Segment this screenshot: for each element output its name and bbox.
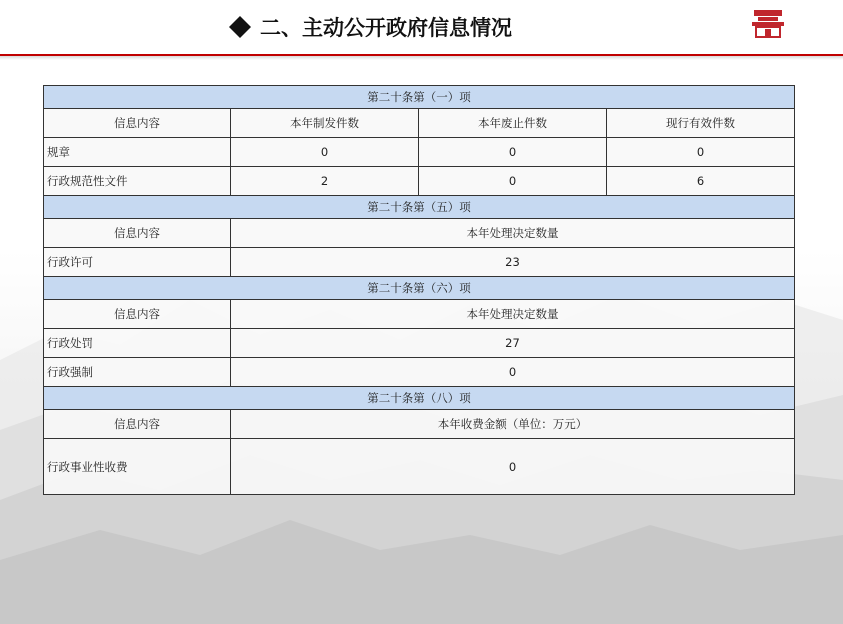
column-header: 本年处理决定数量	[231, 300, 795, 329]
row-label: 行政处罚	[44, 329, 231, 358]
info-table	[43, 85, 795, 495]
table-row	[44, 329, 795, 358]
section-header-row	[44, 86, 795, 109]
cell-value: 2	[231, 167, 419, 196]
table-row	[44, 439, 795, 495]
section-title: 第二十条第（一）项	[44, 86, 795, 109]
column-header: 本年处理决定数量	[231, 219, 795, 248]
row-label: 行政许可	[44, 248, 231, 277]
column-header-row	[44, 109, 795, 138]
row-label: 规章	[44, 138, 231, 167]
cell-value: 6	[607, 167, 795, 196]
column-header-row	[44, 300, 795, 329]
table-row	[44, 248, 795, 277]
section-title: 第二十条第（八）项	[44, 387, 795, 410]
section-title: 第二十条第（六）项	[44, 277, 795, 300]
column-header-row	[44, 410, 795, 439]
cell-value: 0	[231, 138, 419, 167]
table-row	[44, 167, 795, 196]
page-title	[228, 10, 512, 44]
cell-value: 0	[419, 138, 607, 167]
column-header-row	[44, 219, 795, 248]
cell-value: 0	[607, 138, 795, 167]
column-header: 现行有效件数	[607, 109, 795, 138]
table-row	[44, 138, 795, 167]
diamond-bullet-icon	[228, 15, 252, 39]
cell-value: 27	[231, 329, 795, 358]
table-row	[44, 358, 795, 387]
cell-value: 23	[231, 248, 795, 277]
header-divider-shadow	[0, 56, 843, 60]
column-header: 本年收费金额（单位：万元）	[231, 410, 795, 439]
section-header-row	[44, 387, 795, 410]
row-label: 行政强制	[44, 358, 231, 387]
cell-value: 0	[231, 439, 795, 495]
section-header-row	[44, 277, 795, 300]
column-header: 信息内容	[44, 109, 231, 138]
column-header: 信息内容	[44, 219, 231, 248]
row-label: 行政规范性文件	[44, 167, 231, 196]
row-label: 行政事业性收费	[44, 439, 231, 495]
section-title: 第二十条第（五）项	[44, 196, 795, 219]
emblem-logo	[748, 8, 788, 42]
cell-value: 0	[231, 358, 795, 387]
column-header: 信息内容	[44, 300, 231, 329]
column-header: 信息内容	[44, 410, 231, 439]
column-header: 本年废止件数	[419, 109, 607, 138]
column-header: 本年制发件数	[231, 109, 419, 138]
section-header-row	[44, 196, 795, 219]
cell-value: 0	[419, 167, 607, 196]
page-title-text: 二、主动公开政府信息情况	[260, 16, 512, 40]
